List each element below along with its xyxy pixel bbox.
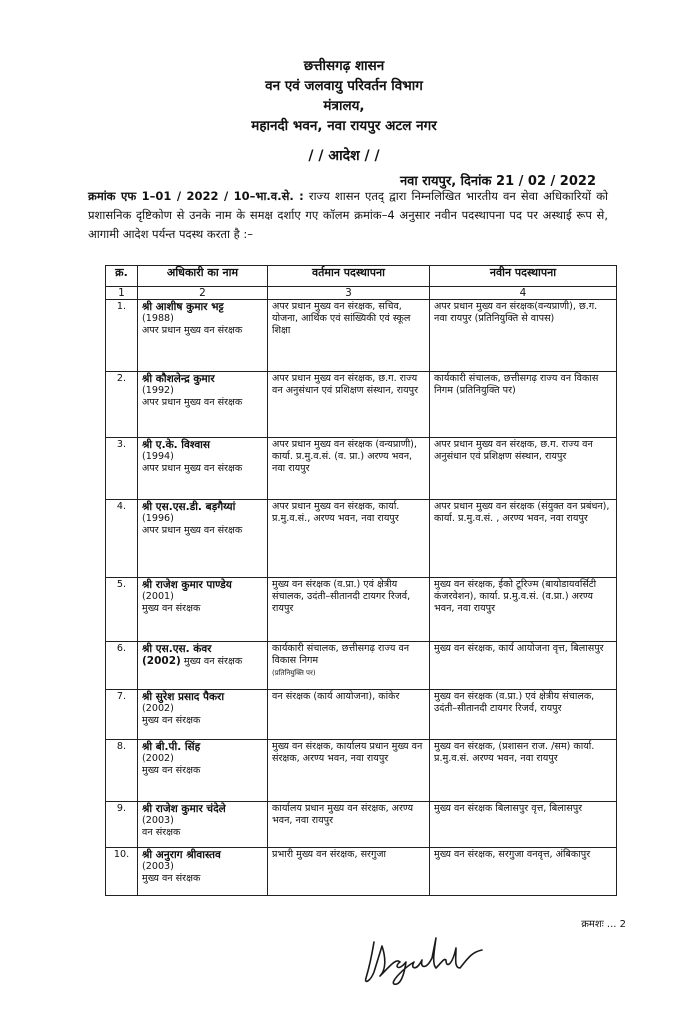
officer-rank: अपर प्रधान मुख्य वन संरक्षक — [142, 525, 243, 536]
officer-batch-year: (2001) — [142, 591, 174, 602]
officer-batch-year: (2002) — [142, 703, 174, 714]
officer-name: श्री राजेश कुमार पाण्डेय — [142, 579, 232, 591]
officer-batch-year: (1996) — [142, 513, 174, 524]
officer-rank: मुख्य वन संरक्षक — [142, 765, 201, 776]
current-posting — [268, 500, 430, 578]
officer-name: श्री आशीष कुमार भट्ट — [142, 301, 224, 313]
officer-name: श्री सुरेश प्रसाद पैकरा — [142, 691, 225, 703]
officer-cell — [138, 578, 268, 642]
row-serial: 3. — [106, 438, 138, 500]
column-number-row — [106, 287, 617, 300]
officer-cell — [138, 848, 268, 896]
row-serial: 6. — [106, 642, 138, 690]
department-name: वन एवं जलवायु परिवर्तन विभाग — [265, 78, 423, 94]
officer-name: श्री कौशलेन्द्र कुमार — [142, 373, 215, 385]
officer-rank: अपर प्रधान मुख्य वन संरक्षक — [142, 325, 243, 336]
table-row — [106, 300, 617, 372]
order-intro — [88, 187, 608, 244]
signature — [360, 928, 490, 988]
table-row — [106, 690, 617, 740]
officer-batch-year: (2003) — [142, 815, 174, 826]
new-posting: मुख्य वन संरक्षक बिलासपुर वृत्त, बिलासपुर — [430, 802, 617, 848]
current-posting-text: कार्यालय प्रधान मुख्य वन संरक्षक, अरण्य भवन, नवा रायपुर — [272, 803, 414, 826]
header-serial: क्र. — [106, 266, 138, 287]
officer-name: श्री अनुराग श्रीवास्तव — [142, 849, 221, 861]
row-serial: 4. — [106, 500, 138, 578]
table-row — [106, 642, 617, 690]
table-row — [106, 740, 617, 802]
officer-batch-year: (1992) — [142, 385, 174, 396]
table-header-row — [106, 266, 617, 287]
officer-cell — [138, 642, 268, 690]
new-posting: मुख्य वन संरक्षक, ईको टूरिज्म (बायोडायवर्सिटी कंजरवेशन), कार्या. प्र.मु.व.सं. (व.प्रा.) अरण्य भवन, नवा रायपुर — [430, 578, 617, 642]
officer-batch-year: (2002) — [142, 753, 174, 764]
new-posting: मुख्य वन संरक्षक, कार्य आयोजना वृत्त, बिलासपुर — [430, 642, 617, 690]
continuation-note: क्रमशः ... 2 — [581, 919, 626, 930]
current-posting-text: कार्यकारी संचालक, छत्तीसगढ़ राज्य वन विकास निगम — [272, 643, 410, 666]
govt-name: छत्तीसगढ़ शासन — [303, 58, 385, 74]
current-posting — [268, 642, 430, 690]
current-posting-text: अपर प्रधान मुख्य वन संरक्षक, छ.ग. राज्य वन अनुसंधान एवं प्रशिक्षण संस्थान, रायपुर — [272, 373, 419, 396]
new-posting: अपर प्रधान मुख्य वन संरक्षक, छ.ग. राज्य वन अनुसंधान एवं प्रशिक्षण संस्थान, रायपुर — [430, 438, 617, 500]
officer-cell — [138, 372, 268, 438]
current-posting — [268, 740, 430, 802]
column-number: 4 — [430, 287, 617, 300]
row-serial: 9. — [106, 802, 138, 848]
current-posting-text: मुख्य वन संरक्षक (व.प्रा.) एवं क्षेत्रीय संचालक, उदंती–सीतानदी टायगर रिजर्व, रायपुर — [272, 579, 411, 614]
new-posting: अपर प्रधान मुख्य वन संरक्षक (संयुक्त वन प्रबंधन), कार्या. प्र.मु.व.सं. , अरण्य भवन, नवा रायपुर — [430, 500, 617, 578]
officer-name: श्री ए.के. विश्वास — [142, 439, 210, 451]
current-posting — [268, 848, 430, 896]
officer-name: श्री बी.पी. सिंह — [142, 741, 201, 753]
current-posting — [268, 372, 430, 438]
column-number: 1 — [106, 287, 138, 300]
officer-rank: मुख्य वन संरक्षक — [142, 873, 201, 884]
current-posting — [268, 690, 430, 740]
officer-rank: मुख्य वन संरक्षक — [183, 656, 243, 667]
table-row — [106, 438, 617, 500]
row-serial: 1. — [106, 300, 138, 372]
officer-batch-year: (1994) — [142, 451, 174, 462]
place-date: नवा रायपुर, दिनांक 21 / 02 / 2022 — [399, 174, 596, 189]
officer-batch-year: (1988) — [142, 313, 174, 324]
current-posting-text: अपर प्रधान मुख्य वन संरक्षक, कार्या. प्र.मु.व.सं., अरण्य भवन, नवा रायपुर — [272, 501, 400, 524]
current-posting-text: वन संरक्षक (कार्य आयोजना), कांकेर — [272, 691, 400, 702]
order-title: / / आदेश / / — [308, 148, 380, 164]
row-serial: 2. — [106, 372, 138, 438]
officer-name: श्री एस.एस. कंवर — [142, 643, 212, 655]
header-officer-name: अधिकारी का नाम — [138, 266, 268, 287]
order-intro-text: राज्य शासन एतद् द्वारा निम्नलिखित भारतीय वन सेवा अधिकारियों को प्रशासनिक दृष्टिकोण से उनके नाम के समक्ष दर्शाए गए कॉलम क्रमांक–4 अनुसार नवीन पदस्थापना पद पर अस्थाई रूप से, आगामी आदेश पर्यन्त पदस्थ करता है :– — [88, 189, 609, 241]
current-posting — [268, 578, 430, 642]
column-number: 2 — [138, 287, 268, 300]
officer-rank: वन संरक्षक — [142, 827, 181, 838]
table-row — [106, 500, 617, 578]
new-posting: मुख्य वन संरक्षक, सरगुजा वनवृत्त, अंबिकापुर — [430, 848, 617, 896]
current-posting-text: मुख्य वन संरक्षक, कार्यालय प्रधान मुख्य वन संरक्षक, अरण्य भवन, नवा रायपुर — [272, 741, 423, 764]
row-serial: 10. — [106, 848, 138, 896]
current-posting — [268, 802, 430, 848]
column-number: 3 — [268, 287, 430, 300]
officer-batch-year: (2002) — [142, 655, 181, 667]
table-row — [106, 802, 617, 848]
posting-table — [105, 265, 617, 896]
officer-cell — [138, 500, 268, 578]
officer-cell — [138, 740, 268, 802]
new-posting: मुख्य वन संरक्षक, (प्रशासन राज. /सम) कार्या. प्र.मु.व.सं. अरण्य भवन, नवा रायपुर — [430, 740, 617, 802]
officer-name: श्री राजेश कुमार चंदेले — [142, 803, 226, 815]
officer-cell — [138, 690, 268, 740]
header-current-posting: वर्तमान पदस्थापना — [268, 266, 430, 287]
officer-cell — [138, 300, 268, 372]
officer-cell — [138, 802, 268, 848]
header-new-posting: नवीन पदस्थापना — [430, 266, 617, 287]
row-serial: 5. — [106, 578, 138, 642]
officer-cell — [138, 438, 268, 500]
order-reference: क्रमांक एफ 1–01 / 2022 / 10–भा.व.से. : — [88, 189, 304, 203]
current-posting-text: अपर प्रधान मुख्य वन संरक्षक (वन्यप्राणी), कार्या. प्र.मु.व.सं. (व. प्रा.) अरण्य भवन, नवा रायपुर — [272, 439, 417, 474]
officer-rank: अपर प्रधान मुख्य वन संरक्षक — [142, 463, 243, 474]
office-address: महानदी भवन, नवा रायपुर अटल नगर — [251, 118, 437, 134]
new-posting: मुख्य वन संरक्षक (व.प्रा.) एवं क्षेत्रीय संचालक, उदंती–सीतानदी टायगर रिजर्व, रायपुर — [430, 690, 617, 740]
current-posting — [268, 438, 430, 500]
current-posting-text: अपर प्रधान मुख्य वन संरक्षक, सचिव, योजना, आर्थिक एवं सांख्यिकी एवं स्कूल शिक्षा — [272, 301, 411, 336]
ministry-name: मंत्रालय, — [323, 98, 365, 114]
current-posting-note: (प्रतिनियुक्ति पर) — [272, 669, 316, 677]
row-serial: 8. — [106, 740, 138, 802]
table-row — [106, 848, 617, 896]
table-row — [106, 372, 617, 438]
officer-batch-year: (2003) — [142, 861, 174, 872]
officer-rank: अपर प्रधान मुख्य वन संरक्षक — [142, 397, 243, 408]
new-posting: कार्यकारी संचालक, छत्तीसगढ़ राज्य वन विकास निगम (प्रतिनियुक्ति पर) — [430, 372, 617, 438]
officer-rank: मुख्य वन संरक्षक — [142, 715, 201, 726]
table-row — [106, 578, 617, 642]
new-posting: अपर प्रधान मुख्य वन संरक्षक(वन्यप्राणी), छ.ग. नवा रायपुर (प्रतिनियुक्ति से वापस) — [430, 300, 617, 372]
officer-name: श्री एस.एस.डी. बड़गैय्यां — [142, 501, 236, 513]
current-posting — [268, 300, 430, 372]
officer-rank: मुख्य वन संरक्षक — [142, 603, 201, 614]
current-posting-text: प्रभारी मुख्य वन संरक्षक, सरगुजा — [272, 849, 386, 860]
row-serial: 7. — [106, 690, 138, 740]
